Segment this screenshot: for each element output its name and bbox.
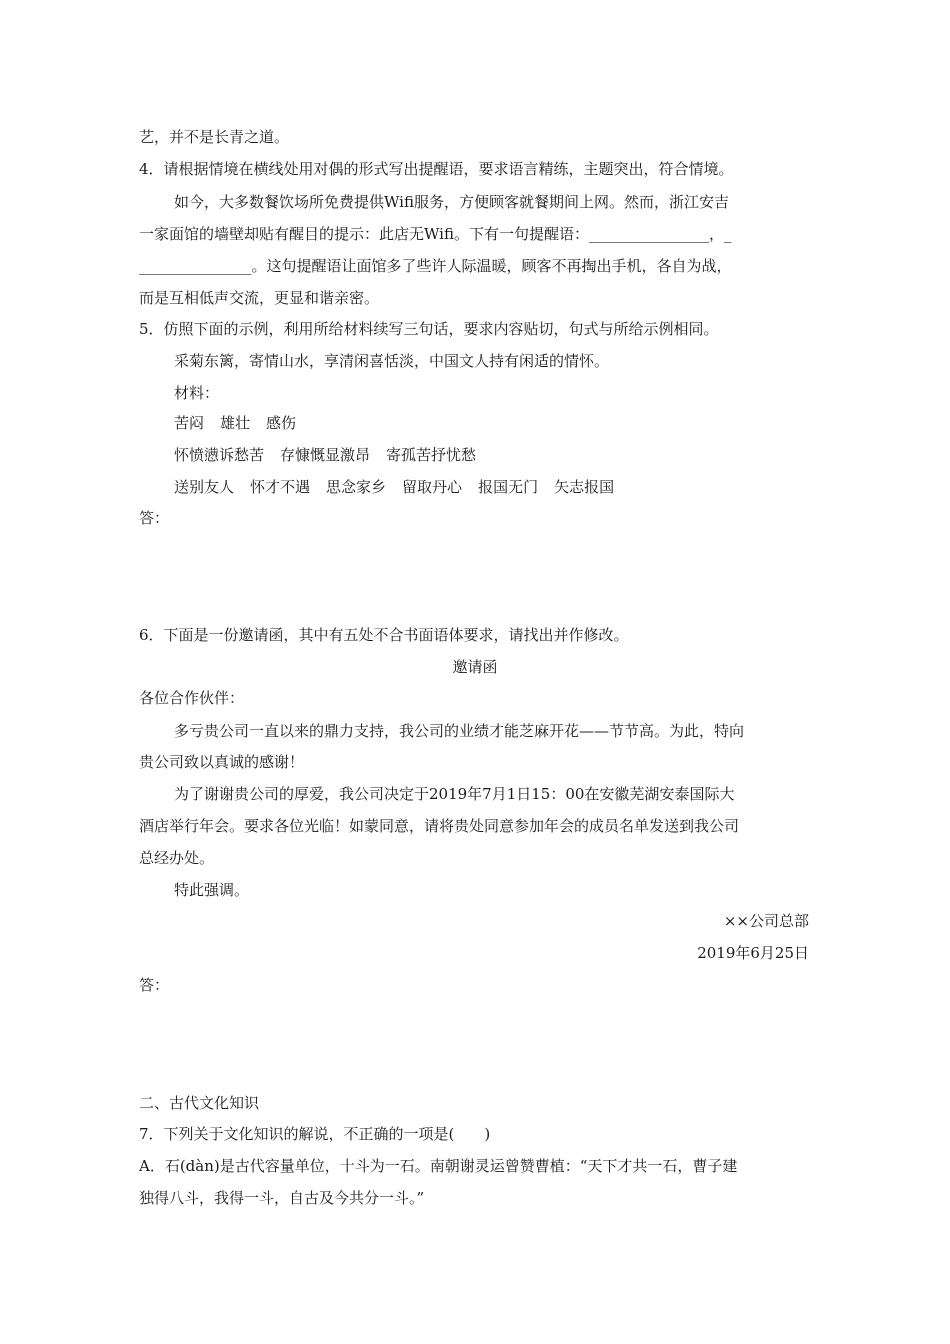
material-item: 寄孤苦抒忧愁 (386, 446, 477, 464)
question-4-paragraph-line-2: 一家面馆的墙壁却贴有醒目的提示：此店无Wifi。下有一句提醒语：________________，_ (139, 225, 732, 243)
letter-closing: 特此强调。 (174, 881, 250, 899)
material-item: 存慷慨显激昂 (280, 446, 371, 464)
question-5-answer-label: 答： (139, 509, 170, 527)
question-5-example: 采菊东篱，寄情山水，享清闲喜恬淡，中国文人持有闲适的情怀。 (174, 352, 610, 370)
material-item: 送别友人 (174, 478, 235, 496)
material-item: 思念家乡 (326, 478, 387, 496)
material-row-2 (174, 445, 492, 465)
material-item: 矢志报国 (554, 478, 615, 496)
letter-salutation: 各位合作伙伴： (139, 689, 245, 707)
question-6-prompt: 6．下面是一份邀请函，其中有五处不合书面语体要求，请找出并作修改。 (139, 626, 629, 644)
letter-paragraph-1-line-2: 贵公司致以真诚的感谢！ (139, 753, 305, 771)
section-heading: 二、古代文化知识 (139, 1094, 260, 1112)
option-a-line-1: A．石(dàn)是古代容量单位，十斗为一石。南朝谢灵运曾赞曹植：“天下才共一石，曹子建 (139, 1157, 738, 1175)
material-item: 雄壮 (220, 414, 251, 432)
letter-date: 2019年6月25日 (697, 944, 809, 962)
material-item: 留取丹心 (402, 478, 463, 496)
letter-paragraph-1-line-1: 多亏贵公司一直以来的鼎力支持，我公司的业绩才能芝麻开花——节节高。为此，特向 (174, 722, 745, 740)
material-item: 怀才不遇 (250, 478, 311, 496)
letter-paragraph-2-line-2: 酒店举行年会。要求各位光临！如蒙同意，请将贵处同意参加年会的成员名单发送到我公司 (139, 817, 740, 835)
continuation-line: 艺，并不是长青之道。 (139, 128, 290, 146)
question-5-prompt: 5．仿照下面的示例，利用所给材料续写三句话，要求内容贴切，句式与所给示例相同。 (139, 320, 719, 338)
question-7-prompt: 7．下列关于文化知识的解说，不正确的一项是( ) (139, 1125, 491, 1143)
letter-signature: ××公司总部 (723, 912, 809, 930)
material-row-3 (174, 477, 630, 497)
question-4-paragraph-line-1: 如今，大多数餐饮场所免费提供Wifi服务，方便顾客就餐期间上网。然而，浙江安吉 (174, 193, 729, 211)
material-item: 感伤 (266, 414, 297, 432)
letter-paragraph-2-line-3: 总经办处。 (139, 849, 215, 867)
letter-paragraph-2-line-1: 为了谢谢贵公司的厚爱，我公司决定于2019年7月1日15：00在安徽芜湖安泰国际大 (174, 785, 735, 803)
question-4-paragraph-line-3: _______________。这句提醒语让面馆多了些许人际温暖，顾客不再掏出手机，各自为战， (139, 257, 732, 275)
question-4-paragraph-line-4: 而是互相低声交流，更显和谐亲密。 (139, 289, 380, 307)
question-4-prompt: 4．请根据情境在横线处用对偶的形式写出提醒语，要求语言精练，主题突出，符合情境。 (139, 160, 734, 178)
material-item: 报国无门 (478, 478, 539, 496)
question-6-answer-label: 答： (139, 976, 170, 994)
material-item: 苦闷 (174, 414, 205, 432)
letter-title: 邀请函 (452, 658, 498, 676)
material-item: 怀愤懑诉愁苦 (174, 446, 265, 464)
option-a-line-2: 独得八斗，我得一斗，自古及今共分一斗。” (139, 1189, 425, 1207)
question-5-material-label: 材料： (174, 384, 220, 402)
material-row-1 (174, 413, 312, 433)
